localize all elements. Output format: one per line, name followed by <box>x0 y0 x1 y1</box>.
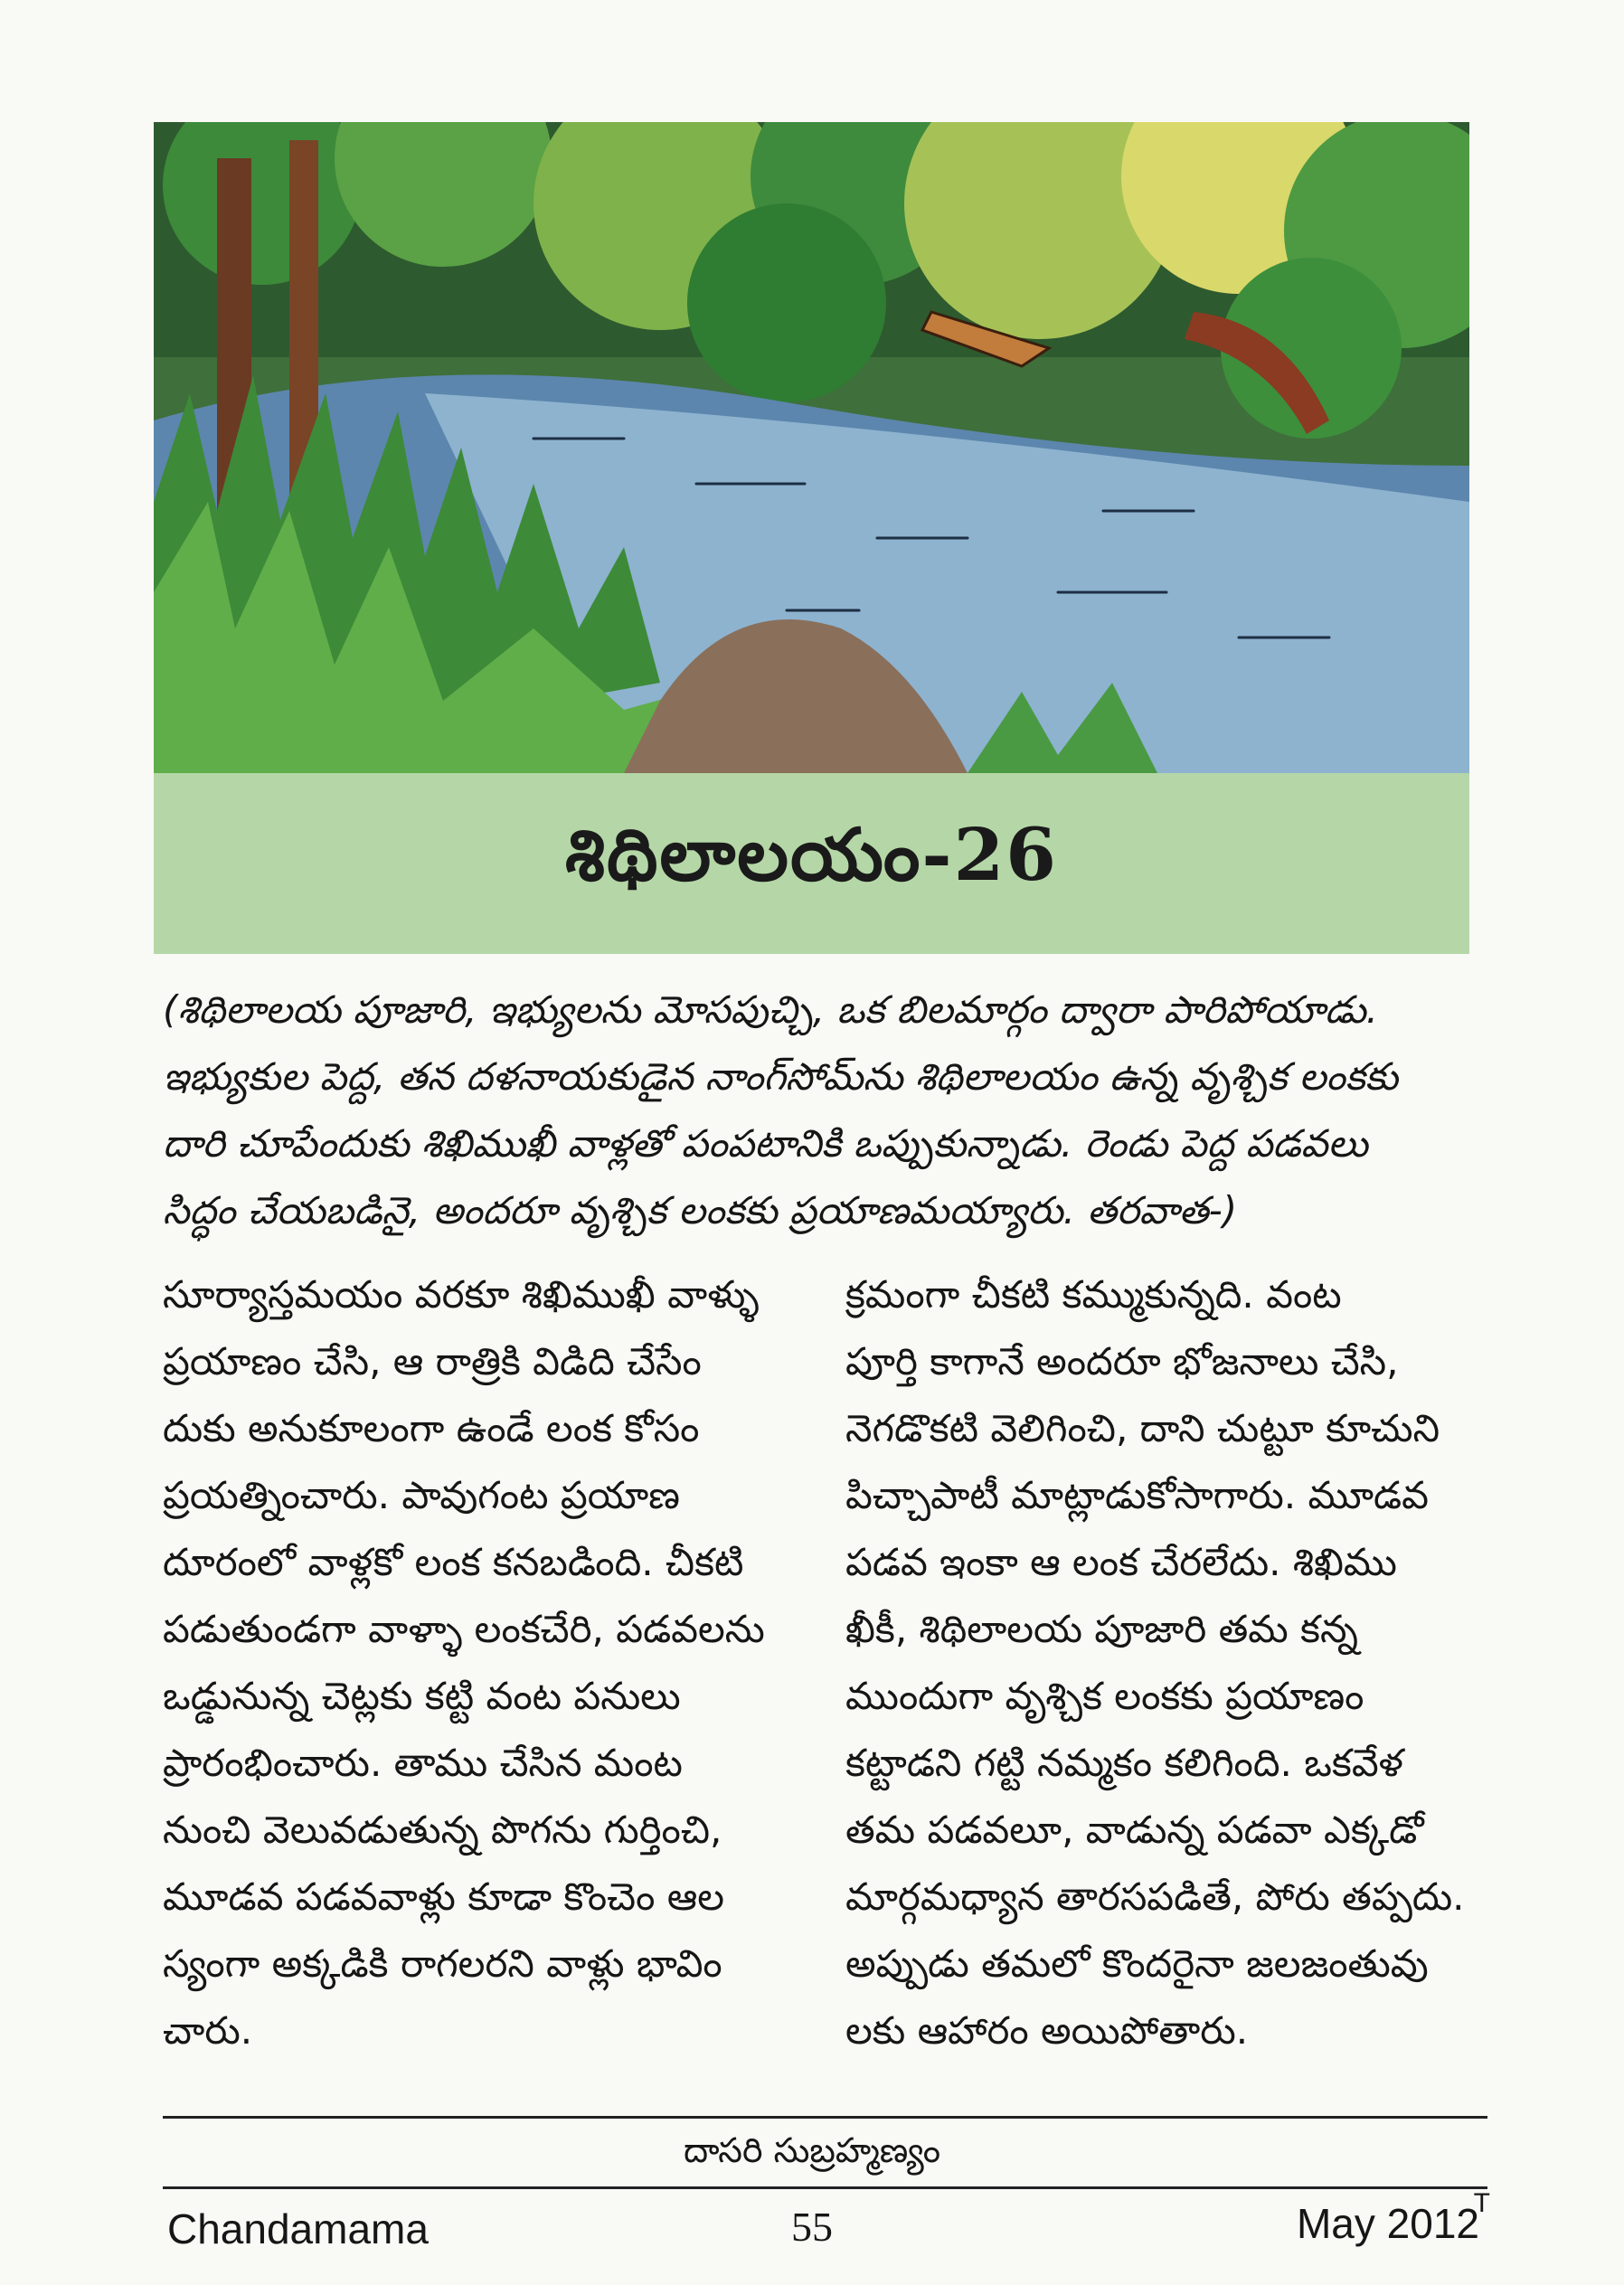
story-column-right: క్రమంగా చీకటి కమ్ముకున్నది. వంట పూర్తి కాగానే అందరూ భోజనాలు చేసి, నెగడొకటి వెలిగించి, దాని చుట్టూ కూచుని పిచ్చాపాటీ మాట్లాడుకోసాగారు. మూడవ పడవ ఇంకా ఆ లంక చేరలేదు. శిఖిము ఖీకీ, శిథిలాలయ పూజారి తమ కన్న ముందుగా వృశ్చిక లంకకు ప్రయాణం కట్టాడని గట్టి నమ్మకం కలిగింది. ఒకవేళ తమ పడవలూ, వాడున్న పడవా ఎక్కడో మార్గమధ్యాన తారసపడితే, పోరు తప్పదు. అప్పుడు తమలో కొందరైనా జలజంతువు లకు ఆహారం అయిపోతారు. <box>845 1272 1465 2053</box>
river-forest-scene <box>154 122 1469 773</box>
footer-mark: T <box>1473 2188 1490 2218</box>
story-column-left: సూర్యాస్తమయం వరకూ శిఖిముఖీ వాళ్ళు ప్రయాణం చేసి, ఆ రాత్రికి విడిది చేసేం దుకు అనుకూలంగా ఉండే లంక కోసం ప్రయత్నించారు. పావుగంట ప్రయాణ దూరంలో వాళ్లకో లంక కనబడింది. చీకటి పడుతుండగా వాళ్ళా లంకచేరి, పడవలను ఒడ్డునున్న చెట్లకు కట్టి వంట పనులు ప్రారంభించారు. తాము చేసిన మంట నుంచి వెలువడుతున్న పొగను గుర్తించి, మూడవ పడవవాళ్లు కూడా కొంచెం ఆల స్యంగా అక్కడికి రాగలరని వాళ్లు భావిం చారు. <box>163 1272 765 2053</box>
author-name: దాసరి సుబ్రహ్మణ్యం <box>683 2130 941 2170</box>
author-divider-bottom <box>163 2186 1487 2189</box>
issue-date: May 2012 <box>1296 2200 1479 2247</box>
author-divider-top <box>163 2116 1487 2119</box>
story-intro-recap: (శిథిలాలయ పూజారి, ఇభ్యులను మోసపుచ్చి, ఒక బిలమార్గం ద్వారా పారిపోయాడు. ఇభ్యుకుల పెద్ద, తన దళనాయకుడైన నాంగ్‌సోమ్‌ను శిథిలాలయం ఉన్న వృశ్చిక లంకకు దారి చూపేందుకు శిఖిముఖీ వాళ్లతో పంపటానికి ఒప్పుకున్నాడు. రెండు పెద్ద పడవలు సిద్ధం చేయబడినై, అందరూ వృశ్చిక లంకకు ప్రయాణమయ్యారు. తరవాత-) <box>163 987 1399 1232</box>
story-title: శిథిలాలయం-26 <box>565 812 1058 897</box>
magazine-name: Chandamama <box>167 2205 429 2252</box>
title-band <box>154 773 1469 954</box>
story-illustration <box>154 122 1469 954</box>
page-number: 55 <box>791 2204 833 2250</box>
